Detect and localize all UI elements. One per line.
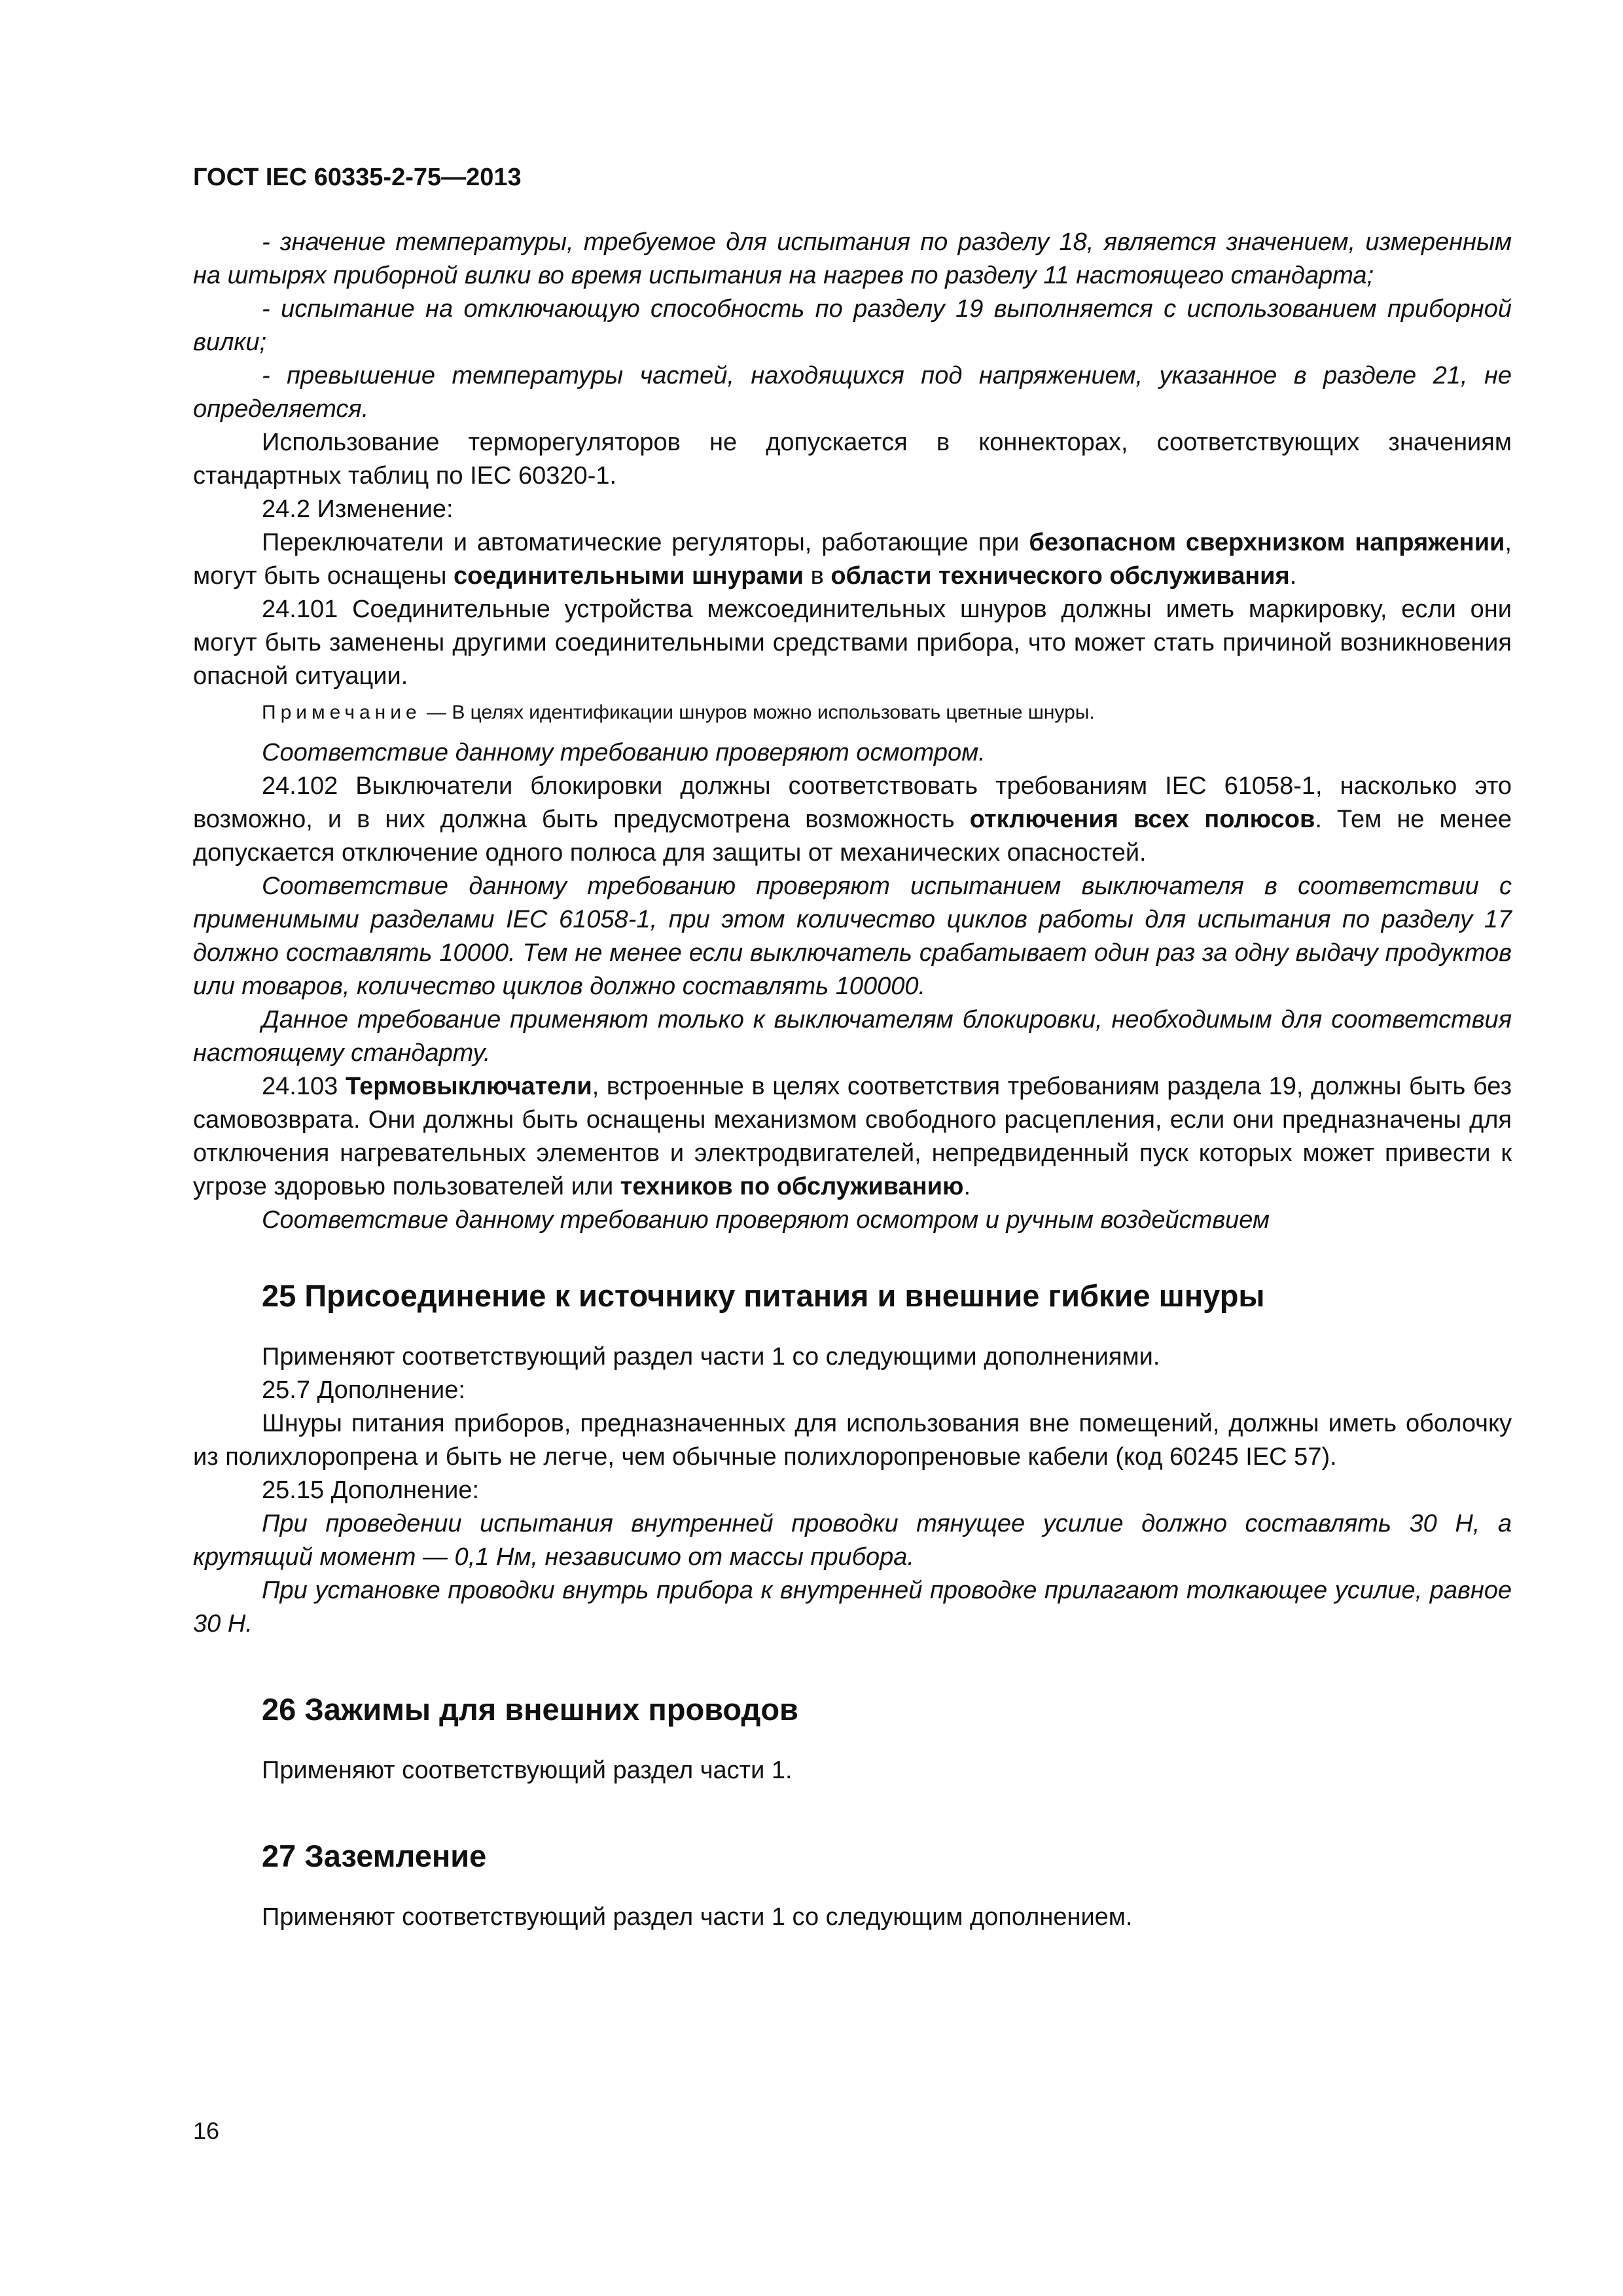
document-header: ГОСТ IEC 60335-2-75—2013	[193, 164, 522, 191]
term-service-technicians: техников по обслуживанию	[620, 1173, 964, 1200]
compliance-switch-test: Соответствие данному требованию проверяют испытанием выключателя в соответствии с применимыми разделами IEC 61058-1, при этом количество циклов работы для испытания по разделу 17 должно составлять 10000. Тем не менее если выключатель срабатывает один раз за одну выдачу продуктов или товаров, количество циклов должно составлять 100000.	[193, 872, 1512, 1000]
section-heading-26: 26 Зажимы для внешних проводов	[262, 1692, 798, 1727]
section-27-intro: Применяют соответствующий раздел части 1 со следующим дополнением.	[262, 1903, 1133, 1931]
section-heading-27: 27 Заземление	[262, 1839, 487, 1873]
list-item-breaking-capacity: - испытание на отключающую способность по разделу 19 выполняется с использованием приборной вилки;	[193, 295, 1512, 356]
note-text: — В целях идентификации шнуров можно использовать цветные шнуры.	[421, 702, 1095, 723]
clause-24-2: 24.2 Изменение:	[262, 495, 454, 523]
list-item-temperature: - значение температуры, требуемое для испытания по разделу 18, является значением, измеренным на штырях приборной вилки во время испытания на нагрев по разделу 11 настоящего стандарта;	[193, 228, 1512, 289]
clause-24-103	[193, 1070, 1512, 1204]
clause-25-15: 25.15 Дополнение:	[262, 1477, 480, 1504]
term-thermal-cut-outs: Термовыключатели	[345, 1073, 592, 1100]
term-all-pole-disconnection: отключения всех полюсов	[969, 806, 1315, 833]
text-run: , могут быть оснащены	[193, 529, 1512, 590]
note-label: Примечание	[262, 702, 421, 723]
clause-25-7: 25.7 Дополнение:	[262, 1376, 465, 1404]
section-heading-25: 25 Присоединение к источнику питания и внешние гибкие шнуры	[262, 1278, 1265, 1313]
paragraph-push-test: При установке проводки внутрь прибора к внутренней проводке прилагают толкающее усилие, равное 30 Н.	[193, 1577, 1512, 1638]
paragraph-switches	[193, 526, 1512, 593]
text-run: .	[1289, 562, 1297, 590]
text-run: , встроенные в целях соответствия требованиям раздела 19, должны быть без самовозврата. Они должны быть оснащены механизмом свободного расцепления, если они предназначены для отключения нагревательных элементов и электродвигателей, непредвиденный пуск которых может привести к угрозе здоровью пользователей или	[193, 1073, 1512, 1200]
text-run: . Тем не менее допускается отключение одного полюса для защиты от механических опасностей.	[193, 806, 1512, 867]
term-service-area: области технического обслуживания	[830, 562, 1290, 590]
text-run: в	[804, 562, 831, 590]
compliance-inspection: Соответствие данному требованию проверяют осмотром.	[262, 739, 986, 766]
text-run: 24.103	[262, 1073, 346, 1100]
term-selv: безопасном сверхнизком напряжении	[1029, 529, 1505, 556]
clause-24-102	[193, 770, 1512, 870]
requirement-applies: Данное требование применяют только к выключателям блокировки, необходимым для соответствия настоящему стандарту.	[193, 1006, 1512, 1067]
document-body	[193, 226, 1512, 1934]
clause-24-101: 24.101 Соединительные устройства межсоединительных шнуров должны иметь маркировку, если они могут быть заменены другими соединительными средствами прибора, что может стать причиной возникновения опасной ситуации.	[193, 596, 1512, 690]
paragraph-pull-test: При проведении испытания внутренней проводки тянущее усилие должно составлять 30 Н, а крутящий момент — 0,1 Нм, независимо от массы прибора.	[193, 1510, 1512, 1571]
section-26-intro: Применяют соответствующий раздел части 1.	[262, 1757, 793, 1784]
note	[193, 698, 1512, 727]
text-run: .	[963, 1173, 971, 1200]
paragraph-thermostats: Использование терморегуляторов не допускается в коннекторах, соответствующих значениям стандартных таблиц по IEC 60320-1.	[193, 429, 1512, 490]
paragraph-supply-cords: Шнуры питания приборов, предназначенных для использования вне помещений, должны иметь оболочку из полихлоропрена и быть не легче, чем обычные полихлоропреновые кабели (код 60245 IEC 57).	[193, 1410, 1512, 1471]
list-item-temperature-rise: - превышение температуры частей, находящихся под напряжением, указанное в разделе 21, не определяется.	[193, 362, 1512, 423]
text-run: 24.102 Выключатели блокировки должны соответствовать требованиям IEC 61058-1, насколько это возможно, и в них должна быть предусмотрена возможность	[193, 772, 1512, 833]
page-number: 16	[193, 2117, 220, 2144]
section-25-intro: Применяют соответствующий раздел части 1 со следующими дополнениями.	[262, 1343, 1160, 1371]
compliance-manual-test: Соответствие данному требованию проверяют осмотром и ручным воздействием	[262, 1206, 1270, 1234]
term-interconnection-cords: соединительными шнурами	[454, 562, 804, 590]
text-run: Переключатели и автоматические регуляторы, работающие при	[262, 529, 1029, 556]
